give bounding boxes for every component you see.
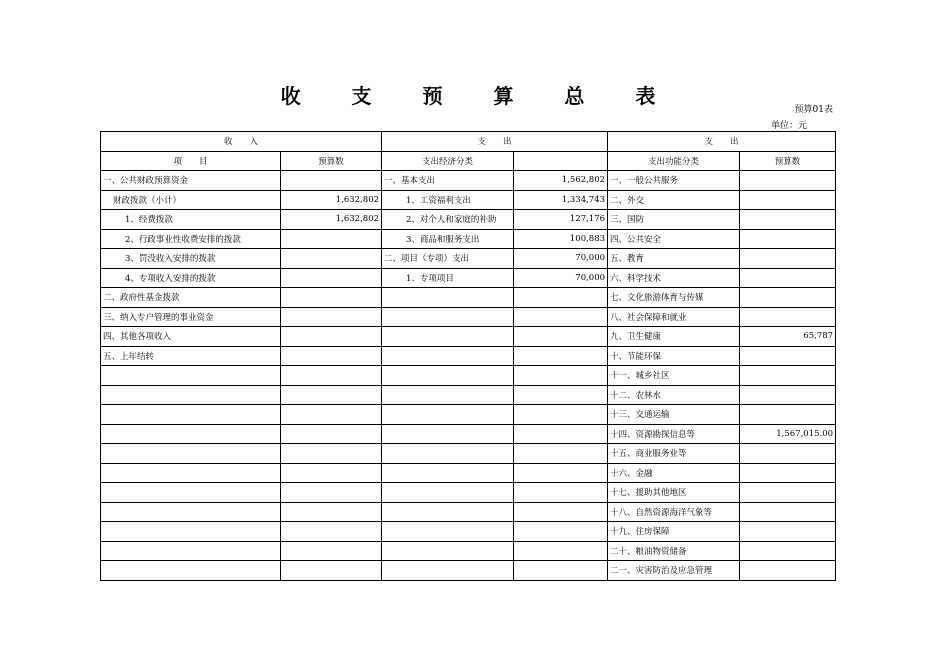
col-header-budget: 预算数 — [281, 151, 382, 171]
income-item-cell — [101, 541, 281, 561]
func-amount-cell — [740, 229, 836, 249]
func-item-cell: 四、公共安全 — [608, 229, 740, 249]
econ-amount-cell — [514, 307, 608, 327]
budget-summary-table — [100, 131, 836, 581]
func-amount-cell — [740, 307, 836, 327]
econ-item-cell: 二、项目（专项）支出 — [382, 249, 514, 269]
func-item-cell: 三、国防 — [608, 210, 740, 230]
func-item-cell: 六、科学技术 — [608, 268, 740, 288]
econ-amount-cell: 100,883 — [514, 229, 608, 249]
income-item-cell — [101, 502, 281, 522]
econ-amount-cell — [514, 288, 608, 308]
func-amount-cell — [740, 366, 836, 386]
func-item-cell: 十一、城乡社区 — [608, 366, 740, 386]
econ-amount-cell — [514, 463, 608, 483]
econ-amount-cell — [514, 561, 608, 581]
page-title: 收 支 预 算 总 表 — [280, 84, 678, 108]
income-amount-cell — [281, 385, 382, 405]
econ-amount-cell — [514, 522, 608, 542]
func-amount-cell — [740, 249, 836, 269]
func-item-cell: 十七、援助其他地区 — [608, 483, 740, 503]
table-body — [101, 171, 836, 581]
econ-amount-cell: 70,000 — [514, 268, 608, 288]
table-row — [101, 483, 836, 503]
table-row — [101, 405, 836, 425]
econ-item-cell — [382, 463, 514, 483]
income-item-cell — [101, 561, 281, 581]
func-amount-cell — [740, 522, 836, 542]
func-item-cell: 十二、农林水 — [608, 385, 740, 405]
table-row — [101, 288, 836, 308]
econ-item-cell — [382, 444, 514, 464]
econ-item-cell — [382, 522, 514, 542]
income-item-cell: 一、公共财政预算资金 — [101, 171, 281, 191]
econ-amount-cell: 1,562,802 — [514, 171, 608, 191]
income-amount-cell — [281, 268, 382, 288]
func-item-cell: 九、卫生健康 — [608, 327, 740, 347]
income-item-cell: 2、行政事业性收费安排的拨款 — [101, 229, 281, 249]
econ-item-cell: 1、专项项目 — [382, 268, 514, 288]
func-amount-cell: 1,567,015.00 — [740, 424, 836, 444]
table-row — [101, 561, 836, 581]
econ-amount-cell — [514, 424, 608, 444]
income-amount-cell — [281, 463, 382, 483]
income-amount-cell — [281, 307, 382, 327]
income-amount-cell — [281, 424, 382, 444]
func-item-cell: 七、文化旅游体育与传媒 — [608, 288, 740, 308]
func-amount-cell — [740, 268, 836, 288]
func-amount-cell — [740, 405, 836, 425]
func-item-cell: 十六、金融 — [608, 463, 740, 483]
table-row — [101, 268, 836, 288]
func-amount-cell — [740, 210, 836, 230]
func-amount-cell: 65,787 — [740, 327, 836, 347]
func-amount-cell — [740, 463, 836, 483]
income-amount-cell — [281, 502, 382, 522]
table-row — [101, 249, 836, 269]
econ-item-cell: 1、工资福利支出 — [382, 190, 514, 210]
table-row — [101, 327, 836, 347]
form-number: 预算01表 — [794, 105, 833, 115]
econ-item-cell — [382, 561, 514, 581]
income-item-cell: 1、经费拨款 — [101, 210, 281, 230]
func-amount-cell — [740, 502, 836, 522]
col-header-econ-class: 支出经济分类 — [382, 151, 514, 171]
econ-amount-cell — [514, 366, 608, 386]
func-item-cell: 二一、灾害防治及应急管理 — [608, 561, 740, 581]
income-item-cell — [101, 444, 281, 464]
income-item-cell — [101, 463, 281, 483]
col-header-func-budget: 预算数 — [740, 151, 836, 171]
table-row — [101, 171, 836, 191]
table-row — [101, 210, 836, 230]
func-item-cell: 八、社会保障和就业 — [608, 307, 740, 327]
econ-item-cell — [382, 327, 514, 347]
income-group-header: 收 入 — [101, 132, 382, 152]
func-amount-cell — [740, 385, 836, 405]
func-item-cell: 一、一般公共服务 — [608, 171, 740, 191]
econ-amount-cell — [514, 541, 608, 561]
econ-amount-cell — [514, 327, 608, 347]
table-row — [101, 366, 836, 386]
income-item-cell — [101, 385, 281, 405]
income-amount-cell — [281, 327, 382, 347]
income-amount-cell — [281, 541, 382, 561]
table-row — [101, 307, 836, 327]
income-amount-cell — [281, 229, 382, 249]
table-row — [101, 190, 836, 210]
table-row — [101, 502, 836, 522]
func-amount-cell — [740, 483, 836, 503]
income-item-cell — [101, 522, 281, 542]
table-row — [101, 424, 836, 444]
income-item-cell: 财政拨款（小计） — [101, 190, 281, 210]
func-item-cell: 二十、粮油物资储备 — [608, 541, 740, 561]
income-amount-cell — [281, 522, 382, 542]
col-header-econ-amount — [514, 151, 608, 171]
income-item-cell: 4、专项收入安排的拨款 — [101, 268, 281, 288]
income-amount-cell — [281, 366, 382, 386]
income-item-cell — [101, 366, 281, 386]
income-amount-cell — [281, 288, 382, 308]
func-item-cell: 十九、住房保障 — [608, 522, 740, 542]
income-item-cell: 三、纳入专户管理的事业资金 — [101, 307, 281, 327]
income-item-cell: 五、上年结转 — [101, 346, 281, 366]
econ-item-cell — [382, 307, 514, 327]
econ-item-cell: 3、商品和服务支出 — [382, 229, 514, 249]
func-amount-cell — [740, 561, 836, 581]
func-item-cell: 十八、自然资源海洋气象等 — [608, 502, 740, 522]
table-row — [101, 346, 836, 366]
table-row — [101, 541, 836, 561]
expense-func-group-header: 支 出 — [608, 132, 836, 152]
income-item-cell — [101, 424, 281, 444]
income-amount-cell: 1,632,802 — [281, 210, 382, 230]
col-header-func-class: 支出功能分类 — [608, 151, 740, 171]
func-amount-cell — [740, 288, 836, 308]
income-item-cell: 四、其他各项收入 — [101, 327, 281, 347]
income-amount-cell — [281, 346, 382, 366]
econ-amount-cell — [514, 483, 608, 503]
econ-item-cell — [382, 288, 514, 308]
func-item-cell: 十、节能环保 — [608, 346, 740, 366]
func-amount-cell — [740, 346, 836, 366]
econ-item-cell: 一、基本支出 — [382, 171, 514, 191]
func-amount-cell — [740, 444, 836, 464]
econ-amount-cell — [514, 346, 608, 366]
func-item-cell: 十三、交通运输 — [608, 405, 740, 425]
income-amount-cell — [281, 249, 382, 269]
table-row — [101, 385, 836, 405]
econ-amount-cell: 70,000 — [514, 249, 608, 269]
func-amount-cell — [740, 190, 836, 210]
econ-amount-cell — [514, 405, 608, 425]
income-amount-cell — [281, 171, 382, 191]
econ-item-cell — [382, 541, 514, 561]
econ-amount-cell — [514, 385, 608, 405]
econ-amount-cell: 1,334,743 — [514, 190, 608, 210]
table-row — [101, 522, 836, 542]
table-row — [101, 229, 836, 249]
unit-label: 单位：元 — [770, 121, 807, 131]
income-amount-cell — [281, 561, 382, 581]
expense-econ-group-header: 支 出 — [382, 132, 608, 152]
func-amount-cell — [740, 541, 836, 561]
table-row — [101, 444, 836, 464]
income-amount-cell: 1,632,802 — [281, 190, 382, 210]
econ-item-cell — [382, 405, 514, 425]
income-amount-cell — [281, 444, 382, 464]
income-amount-cell — [281, 405, 382, 425]
income-item-cell: 3、罚没收入安排的拨款 — [101, 249, 281, 269]
table-row — [101, 463, 836, 483]
econ-item-cell — [382, 502, 514, 522]
econ-amount-cell — [514, 502, 608, 522]
col-header-item: 项 目 — [101, 151, 281, 171]
econ-amount-cell — [514, 444, 608, 464]
func-item-cell: 二、外交 — [608, 190, 740, 210]
func-item-cell: 十五、商业服务业等 — [608, 444, 740, 464]
econ-item-cell — [382, 385, 514, 405]
econ-item-cell — [382, 346, 514, 366]
econ-item-cell — [382, 424, 514, 444]
income-amount-cell — [281, 483, 382, 503]
func-item-cell: 五、教育 — [608, 249, 740, 269]
econ-item-cell — [382, 483, 514, 503]
func-amount-cell — [740, 171, 836, 191]
income-item-cell — [101, 483, 281, 503]
func-item-cell: 十四、资源勘探信息等 — [608, 424, 740, 444]
econ-amount-cell: 127,176 — [514, 210, 608, 230]
econ-item-cell: 2、对个人和家庭的补助 — [382, 210, 514, 230]
econ-item-cell — [382, 366, 514, 386]
income-item-cell — [101, 405, 281, 425]
income-item-cell: 二、政府性基金拨款 — [101, 288, 281, 308]
